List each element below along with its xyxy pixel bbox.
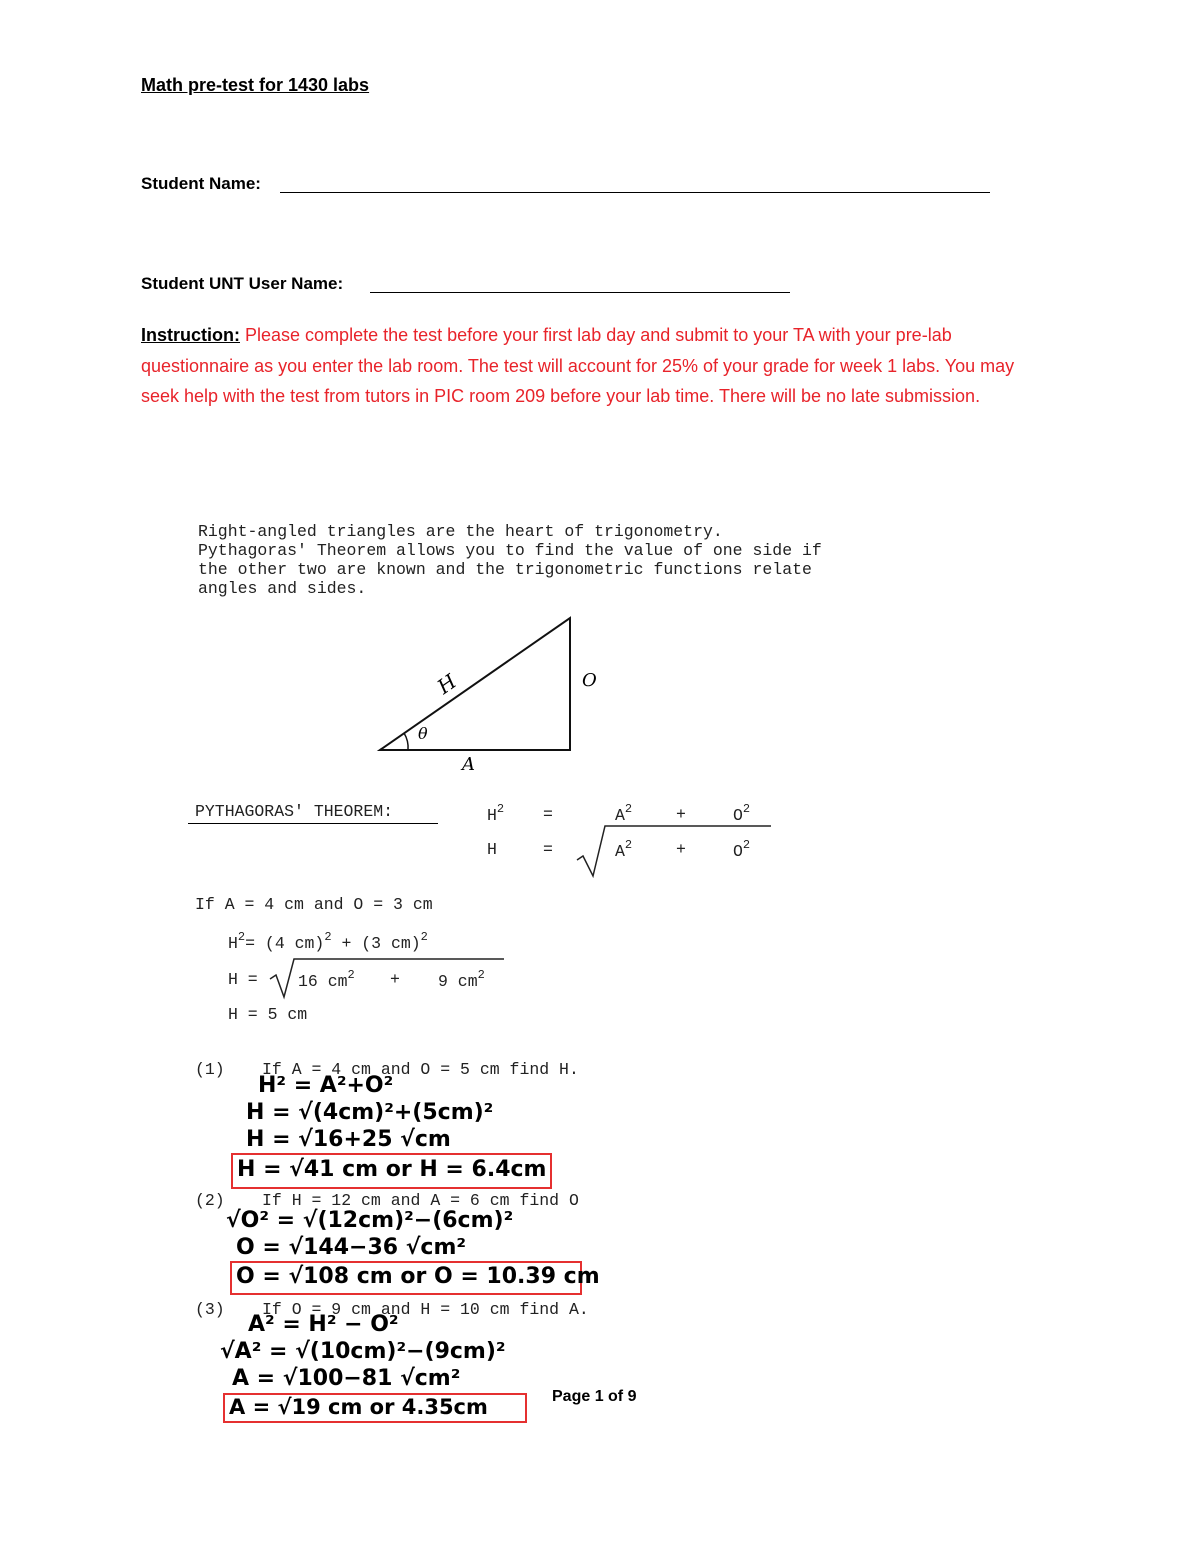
triangle-opp-label: O <box>582 670 597 691</box>
problem-1-work-3: H = √16+25 √cm <box>246 1127 451 1152</box>
theorem-plus-1: + <box>676 805 686 824</box>
instruction-label: Instruction: <box>141 325 240 345</box>
page-number: Page 1 of 9 <box>552 1388 637 1405</box>
problem-1-number: (1) <box>195 1060 225 1079</box>
theorem-plus-2: + <box>676 840 686 859</box>
triangle-hyp-label: H <box>432 669 461 699</box>
student-name-field[interactable] <box>280 192 990 193</box>
example-line-2-left: H = <box>228 970 258 989</box>
problem-3-work-3: A = √100−81 √cm² <box>232 1366 461 1391</box>
example-line-2-b: 9 $cm^2$ <box>438 968 485 991</box>
unt-user-label: Student UNT User Name: <box>141 274 344 293</box>
theorem-a2: $A^2$ <box>615 802 633 825</box>
problem-2-answer: O = √108 cm or O = 10.39 cm <box>236 1264 600 1289</box>
unt-user-field[interactable] <box>370 292 790 293</box>
triangle-angle-label: θ <box>418 724 428 743</box>
instruction-paragraph <box>141 320 1056 412</box>
theorem-underline <box>188 823 438 824</box>
problem-1-question: If A = 4 cm and O = 5 cm find H. <box>262 1060 579 1079</box>
theorem-o2: $O^2$ <box>733 802 751 825</box>
theorem-label: PYTHAGORAS' THEOREM: <box>195 802 394 821</box>
problem-1-work-1: H² = A²+O² <box>258 1073 394 1098</box>
theorem-eq-2: = <box>543 840 553 859</box>
example-line-1: $H^2= (4$ cm)$^2$ + (3 cm)$^2$ <box>228 930 428 953</box>
theorem-o2-root: $O^2$ <box>733 838 751 861</box>
theorem-h2: $H^2$ <box>487 802 505 825</box>
problem-2-work-2: O = √144−36 √cm² <box>236 1235 467 1260</box>
example-given: If A = 4 cm and O = 3 cm <box>195 895 433 914</box>
problem-1-answer: H = √41 cm or H = 6.4cm <box>237 1157 547 1182</box>
page-title: Math pre-test for 1430 labs <box>141 75 370 95</box>
right-triangle-diagram <box>370 605 610 785</box>
intro-line-3: the other two are known and the trigonometric functions relate <box>198 560 812 579</box>
problem-3-work-1: A² = H² − O² <box>248 1312 399 1337</box>
example-line-2-plus: + <box>390 970 400 989</box>
student-name-label: Student Name: <box>141 174 261 193</box>
example-line-3: H = 5 cm <box>228 1005 308 1024</box>
problem-1-work-2: H = √(4cm)²+(5cm)² <box>246 1100 494 1125</box>
problem-3-number: (3) <box>195 1300 225 1319</box>
theorem-h: H <box>487 840 497 859</box>
instruction-text: Please complete the test before your first lab day and submit to your TA with your pre-lab questionnaire as you enter the lab room. The test will account for 25% of your grade for week 1 labs. You may seek help with the test from tutors in PIC room 209 before your lab time. There will be no late submission. <box>141 325 1015 406</box>
example-line-2-a: 16 $cm^2$ <box>298 968 355 991</box>
problem-3-answer: A = √19 cm or 4.35cm <box>229 1395 488 1419</box>
problem-2-number: (2) <box>195 1191 225 1210</box>
problem-3-question: If O = 9 cm and H = 10 cm find A. <box>262 1300 589 1319</box>
triangle-adj-label: A <box>462 754 475 775</box>
intro-line-2: Pythagoras' Theorem allows you to find the value of one side if <box>198 541 822 560</box>
problem-2-work-1: √O² = √(12cm)²−(6cm)² <box>226 1208 514 1233</box>
problem-2-question: If H = 12 cm and A = 6 cm find O <box>262 1191 579 1210</box>
theorem-a2-root: $A^2$ <box>615 838 633 861</box>
intro-line-1: Right-angled triangles are the heart of trigonometry. <box>198 522 723 541</box>
intro-line-4: angles and sides. <box>198 579 367 598</box>
theorem-eq-1: = <box>543 805 553 824</box>
problem-3-work-2: √A² = √(10cm)²−(9cm)² <box>220 1339 506 1364</box>
